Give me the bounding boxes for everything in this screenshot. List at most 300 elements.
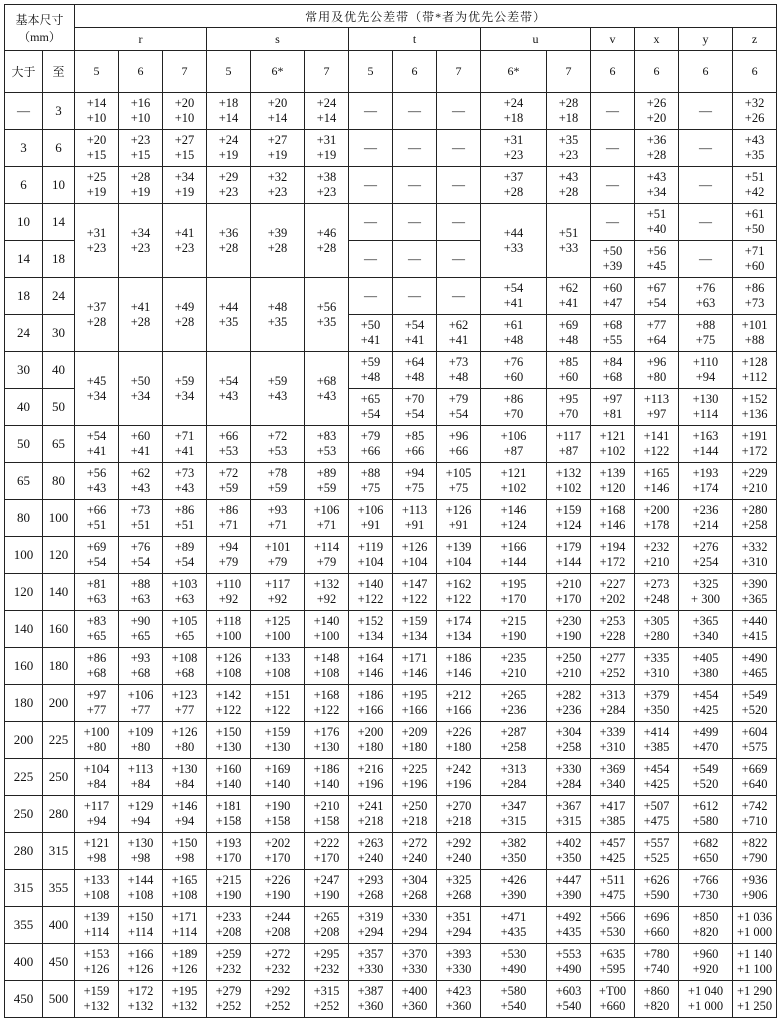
deviation-cell	[591, 500, 635, 537]
lower-deviation: +520	[692, 777, 719, 791]
upper-deviation: +38	[316, 170, 337, 184]
deviation-cell	[207, 611, 251, 648]
upper-deviation: +96	[646, 355, 667, 369]
size-to-cell: 120	[43, 537, 75, 574]
upper-deviation: +635	[599, 947, 626, 961]
size-over-cell: 355	[5, 907, 43, 944]
lower-deviation: +41	[404, 333, 425, 347]
grade-header-7: 6	[393, 51, 437, 93]
tolerance-zone-table	[4, 4, 777, 1018]
lower-deviation: +79	[267, 555, 288, 569]
upper-deviation: +232	[643, 540, 670, 554]
upper-deviation: +209	[401, 725, 428, 739]
lower-deviation: +53	[218, 444, 239, 458]
deviation-cell	[251, 278, 305, 352]
upper-deviation: +166	[127, 947, 154, 961]
upper-deviation: +293	[357, 873, 384, 887]
deviation-cell	[119, 93, 163, 130]
deviation-cell	[207, 537, 251, 574]
upper-deviation: +117	[83, 799, 110, 813]
upper-deviation: +121	[83, 836, 110, 850]
upper-deviation: +454	[643, 762, 670, 776]
lower-deviation: +19	[86, 185, 107, 199]
deviation-cell	[349, 426, 393, 463]
size-to-cell: 225	[43, 722, 75, 759]
upper-deviation: +850	[692, 910, 719, 924]
lower-deviation: +18	[503, 111, 524, 125]
deviation-cell	[163, 278, 207, 352]
deviation-cell	[349, 537, 393, 574]
deviation-cell	[349, 759, 393, 796]
deviation-cell	[679, 759, 733, 796]
deviation-cell	[207, 981, 251, 1018]
upper-deviation: +78	[267, 466, 288, 480]
lower-deviation: +91	[360, 518, 381, 532]
upper-deviation: +109	[127, 725, 154, 739]
upper-deviation: +59	[267, 373, 288, 388]
lower-deviation: +390	[555, 888, 582, 902]
upper-deviation: +195	[401, 688, 428, 702]
lower-deviation: +28	[86, 314, 107, 329]
upper-deviation: +24	[316, 96, 337, 110]
lower-deviation: +92	[316, 592, 337, 606]
upper-deviation: +250	[401, 799, 428, 813]
lower-deviation: +232	[215, 962, 242, 976]
lower-deviation: +98	[174, 851, 195, 865]
deviation-cell	[349, 463, 393, 500]
upper-deviation: +79	[360, 429, 381, 443]
lower-deviation: +258	[500, 740, 527, 754]
deviation-cell	[547, 426, 591, 463]
upper-deviation: +37	[503, 170, 524, 184]
deviation-cell	[481, 796, 547, 833]
upper-deviation: +265	[313, 910, 340, 924]
upper-deviation: +130	[171, 762, 198, 776]
upper-deviation: +417	[599, 799, 626, 813]
header-row-grades	[5, 51, 777, 93]
deviation-cell	[305, 278, 349, 352]
deviation-cell	[437, 389, 481, 426]
upper-deviation: +44	[503, 225, 524, 240]
lower-deviation: +14	[316, 111, 337, 125]
size-to-cell: 10	[43, 167, 75, 204]
lower-deviation: +350	[555, 851, 582, 865]
deviation-cell	[207, 759, 251, 796]
lower-deviation: +41	[174, 444, 195, 458]
lower-deviation: +158	[313, 814, 340, 828]
deviation-cell	[119, 722, 163, 759]
lower-deviation: +64	[646, 333, 667, 347]
upper-deviation: +150	[215, 725, 242, 739]
deviation-cell	[349, 648, 393, 685]
lower-deviation: +14	[267, 111, 288, 125]
size-over-cell: 65	[5, 463, 43, 500]
deviation-cell	[119, 907, 163, 944]
lower-deviation: +252	[215, 999, 242, 1013]
deviation-cell	[75, 167, 119, 204]
deviation-cell	[163, 352, 207, 426]
deviation-cell	[547, 574, 591, 611]
size-title-line1: 基本尺寸	[15, 12, 64, 27]
upper-deviation: +73	[130, 503, 151, 517]
upper-deviation: +351	[445, 910, 472, 924]
deviation-cell	[207, 93, 251, 130]
lower-deviation: +425	[643, 777, 670, 791]
deviation-cell	[393, 389, 437, 426]
deviation-cell	[635, 352, 679, 389]
upper-deviation: +59	[360, 355, 381, 369]
upper-deviation: +405	[692, 651, 719, 665]
lower-deviation: +43	[130, 481, 151, 495]
deviation-cell	[437, 722, 481, 759]
upper-deviation: +222	[313, 836, 340, 850]
grade-header-9: 6*	[481, 51, 547, 93]
upper-deviation: +16	[130, 96, 151, 110]
empty-cell: —	[591, 204, 635, 241]
size-to-cell: 18	[43, 241, 75, 278]
upper-deviation: +292	[264, 984, 291, 998]
table-row	[5, 759, 777, 796]
upper-deviation: +379	[643, 688, 670, 702]
deviation-cell	[635, 759, 679, 796]
deviation-cell	[119, 130, 163, 167]
lower-deviation: +54	[360, 407, 381, 421]
lower-deviation: +132	[171, 999, 198, 1013]
upper-deviation: +54	[503, 281, 524, 295]
upper-deviation: +162	[445, 577, 472, 591]
over-label: 大于	[5, 51, 43, 93]
deviation-cell	[733, 796, 777, 833]
table-row	[5, 944, 777, 981]
lower-deviation: +53	[316, 444, 337, 458]
deviation-cell	[437, 870, 481, 907]
deviation-cell	[635, 278, 679, 315]
letter-header-3: u	[481, 28, 591, 51]
deviation-cell	[207, 796, 251, 833]
deviation-cell	[251, 870, 305, 907]
lower-deviation: +35	[267, 314, 288, 329]
lower-deviation: +208	[313, 925, 340, 939]
lower-deviation: +112	[741, 370, 768, 384]
deviation-cell	[635, 389, 679, 426]
lower-deviation: +240	[401, 851, 428, 865]
deviation-cell	[393, 759, 437, 796]
lower-deviation: +84	[130, 777, 151, 791]
lower-deviation: +41	[503, 296, 524, 310]
lower-deviation: +68	[602, 370, 623, 384]
lower-deviation: +80	[130, 740, 151, 754]
table-row	[5, 278, 777, 315]
upper-deviation: +93	[130, 651, 151, 665]
upper-deviation: +77	[646, 318, 667, 332]
size-to-cell: 250	[43, 759, 75, 796]
size-to-cell: 30	[43, 315, 75, 352]
deviation-cell	[679, 648, 733, 685]
grade-header-13: 6	[679, 51, 733, 93]
deviation-cell	[635, 167, 679, 204]
deviation-cell	[635, 907, 679, 944]
size-to-cell: 6	[43, 130, 75, 167]
deviation-cell	[349, 944, 393, 981]
upper-deviation: +119	[357, 540, 384, 554]
deviation-cell	[305, 130, 349, 167]
lower-deviation: +14	[218, 111, 239, 125]
upper-deviation: +81	[86, 577, 107, 591]
lower-deviation: +470	[692, 740, 719, 754]
empty-cell: —	[679, 241, 733, 278]
upper-deviation: +146	[171, 799, 198, 813]
deviation-cell	[349, 907, 393, 944]
upper-deviation: +200	[643, 503, 670, 517]
lower-deviation: +43	[86, 481, 107, 495]
upper-deviation: +76	[503, 355, 524, 369]
upper-deviation: +97	[602, 392, 623, 406]
upper-deviation: +86	[218, 503, 239, 517]
deviation-cell	[547, 981, 591, 1018]
lower-deviation: +196	[401, 777, 428, 791]
upper-deviation: +71	[174, 429, 195, 443]
lower-deviation: +75	[695, 333, 716, 347]
lower-deviation: +920	[692, 962, 719, 976]
lower-deviation: +77	[86, 703, 107, 717]
lower-deviation: +132	[83, 999, 110, 1013]
lower-deviation: +51	[86, 518, 107, 532]
upper-deviation: +194	[599, 540, 626, 554]
deviation-cell	[119, 204, 163, 278]
upper-deviation: +43	[646, 170, 667, 184]
upper-deviation: +172	[127, 984, 154, 998]
deviation-cell	[163, 981, 207, 1018]
size-over-cell: 120	[5, 574, 43, 611]
deviation-cell	[591, 315, 635, 352]
upper-deviation: +210	[555, 577, 582, 591]
deviation-cell	[349, 574, 393, 611]
lower-deviation: +134	[357, 629, 384, 643]
lower-deviation: +23	[86, 240, 107, 255]
size-to-cell: 100	[43, 500, 75, 537]
deviation-cell	[163, 759, 207, 796]
deviation-cell	[635, 722, 679, 759]
deviation-cell	[733, 574, 777, 611]
deviation-cell	[393, 648, 437, 685]
deviation-cell	[591, 907, 635, 944]
deviation-cell	[635, 426, 679, 463]
deviation-cell	[305, 463, 349, 500]
deviation-cell	[163, 907, 207, 944]
lower-deviation: +530	[599, 925, 626, 939]
lower-deviation: +385	[599, 814, 626, 828]
upper-deviation: +226	[264, 873, 291, 887]
deviation-cell	[437, 907, 481, 944]
deviation-cell	[481, 463, 547, 500]
deviation-cell	[163, 204, 207, 278]
upper-deviation: +330	[555, 762, 582, 776]
lower-deviation: +15	[174, 148, 195, 162]
size-to-cell: 180	[43, 648, 75, 685]
size-over-cell: 10	[5, 204, 43, 241]
size-to-cell: 450	[43, 944, 75, 981]
lower-deviation: +180	[445, 740, 472, 754]
upper-deviation: +440	[741, 614, 768, 628]
upper-deviation: +110	[692, 355, 719, 369]
lower-deviation: +92	[218, 592, 239, 606]
upper-deviation: +471	[500, 910, 527, 924]
grade-header-11: 6	[591, 51, 635, 93]
lower-deviation: +10	[174, 111, 195, 125]
lower-deviation: +87	[558, 444, 579, 458]
empty-cell: —	[349, 278, 393, 315]
lower-deviation: +236	[555, 703, 582, 717]
lower-deviation: +294	[357, 925, 384, 939]
lower-deviation: +65	[86, 629, 107, 643]
lower-deviation: +47	[602, 296, 623, 310]
lower-deviation: +108	[313, 666, 340, 680]
deviation-cell	[305, 722, 349, 759]
deviation-cell	[635, 463, 679, 500]
grade-header-0: 5	[75, 51, 119, 93]
lower-deviation: +35	[218, 314, 239, 329]
size-over-cell: 315	[5, 870, 43, 907]
upper-deviation: +304	[555, 725, 582, 739]
lower-deviation: +435	[555, 925, 582, 939]
lower-deviation: +172	[599, 555, 626, 569]
deviation-cell	[349, 981, 393, 1018]
lower-deviation: +54	[448, 407, 469, 421]
upper-deviation: +72	[267, 429, 288, 443]
table-row	[5, 463, 777, 500]
upper-deviation: +106	[500, 429, 527, 443]
lower-deviation: +53	[267, 444, 288, 458]
upper-deviation: +105	[171, 614, 198, 628]
upper-deviation: +287	[500, 725, 527, 739]
upper-deviation: +51	[646, 207, 667, 221]
lower-deviation: +94	[695, 370, 716, 384]
lower-deviation: +33	[503, 240, 524, 255]
lower-deviation: +122	[215, 703, 242, 717]
upper-deviation: +159	[555, 503, 582, 517]
upper-deviation: +313	[599, 688, 626, 702]
upper-deviation: +165	[171, 873, 198, 887]
deviation-cell	[481, 611, 547, 648]
deviation-cell	[481, 648, 547, 685]
letter-header-4: v	[591, 28, 635, 51]
empty-cell: —	[349, 130, 393, 167]
lower-deviation: +126	[171, 962, 198, 976]
upper-deviation: +85	[404, 429, 425, 443]
table-row	[5, 981, 777, 1018]
upper-deviation: +83	[86, 614, 107, 628]
lower-deviation: +248	[643, 592, 670, 606]
deviation-cell	[679, 722, 733, 759]
deviation-cell	[547, 389, 591, 426]
lower-deviation: +144	[500, 555, 527, 569]
lower-deviation: +268	[401, 888, 428, 902]
deviation-cell	[635, 833, 679, 870]
deviation-cell	[305, 870, 349, 907]
letter-header-5: x	[635, 28, 679, 51]
upper-deviation: +215	[500, 614, 527, 628]
size-to-cell: 65	[43, 426, 75, 463]
lower-deviation: +54	[646, 296, 667, 310]
lower-deviation: +170	[555, 592, 582, 606]
lower-deviation: +284	[555, 777, 582, 791]
lower-deviation: +20	[646, 111, 667, 125]
upper-deviation: +511	[599, 873, 626, 887]
lower-deviation: +23	[316, 185, 337, 199]
upper-deviation: +150	[127, 910, 154, 924]
lower-deviation: +34	[646, 185, 667, 199]
upper-deviation: +241	[357, 799, 384, 813]
lower-deviation: +730	[692, 888, 719, 902]
lower-deviation: +114	[127, 925, 154, 939]
upper-deviation: +56	[316, 299, 337, 314]
upper-deviation: +18	[218, 96, 239, 110]
deviation-cell	[163, 722, 207, 759]
upper-deviation: +151	[264, 688, 291, 702]
upper-deviation: +130	[127, 836, 154, 850]
upper-deviation: +400	[401, 984, 428, 998]
deviation-cell	[305, 167, 349, 204]
deviation-cell	[679, 352, 733, 389]
empty-cell: —	[393, 241, 437, 278]
deviation-cell	[481, 389, 547, 426]
deviation-cell	[437, 833, 481, 870]
lower-deviation: +190	[555, 629, 582, 643]
upper-deviation: +27	[174, 133, 195, 147]
deviation-cell	[349, 833, 393, 870]
upper-deviation: +106	[313, 503, 340, 517]
upper-deviation: +132	[313, 577, 340, 591]
deviation-cell	[305, 981, 349, 1018]
lower-deviation: +126	[83, 962, 110, 976]
lower-deviation: +41	[448, 333, 469, 347]
upper-deviation: +626	[643, 873, 670, 887]
deviation-cell	[481, 500, 547, 537]
upper-deviation: +86	[174, 503, 195, 517]
lower-deviation: +490	[500, 962, 527, 976]
deviation-cell	[119, 167, 163, 204]
size-over-cell: 50	[5, 426, 43, 463]
deviation-cell	[75, 93, 119, 130]
header-row-title	[5, 5, 777, 28]
upper-deviation: +56	[646, 244, 667, 258]
empty-cell: —	[679, 204, 733, 241]
lower-deviation: +71	[267, 518, 288, 532]
deviation-cell	[733, 315, 777, 352]
deviation-cell	[591, 352, 635, 389]
empty-cell: —	[437, 278, 481, 315]
upper-deviation: +200	[357, 725, 384, 739]
upper-deviation: +140	[357, 577, 384, 591]
size-to-cell: 200	[43, 685, 75, 722]
deviation-cell	[251, 648, 305, 685]
upper-deviation: +280	[741, 503, 768, 517]
lower-deviation: +100	[313, 629, 340, 643]
grade-header-3: 5	[207, 51, 251, 93]
deviation-cell	[547, 315, 591, 352]
deviation-cell	[305, 759, 349, 796]
upper-deviation: +104	[83, 762, 110, 776]
deviation-cell	[119, 759, 163, 796]
size-to-cell: 24	[43, 278, 75, 315]
lower-deviation: +208	[215, 925, 242, 939]
lower-deviation: +490	[555, 962, 582, 976]
deviation-cell	[437, 685, 481, 722]
upper-deviation: +34	[130, 225, 151, 240]
lower-deviation: +102	[500, 481, 527, 495]
deviation-cell	[481, 574, 547, 611]
upper-deviation: +73	[448, 355, 469, 369]
